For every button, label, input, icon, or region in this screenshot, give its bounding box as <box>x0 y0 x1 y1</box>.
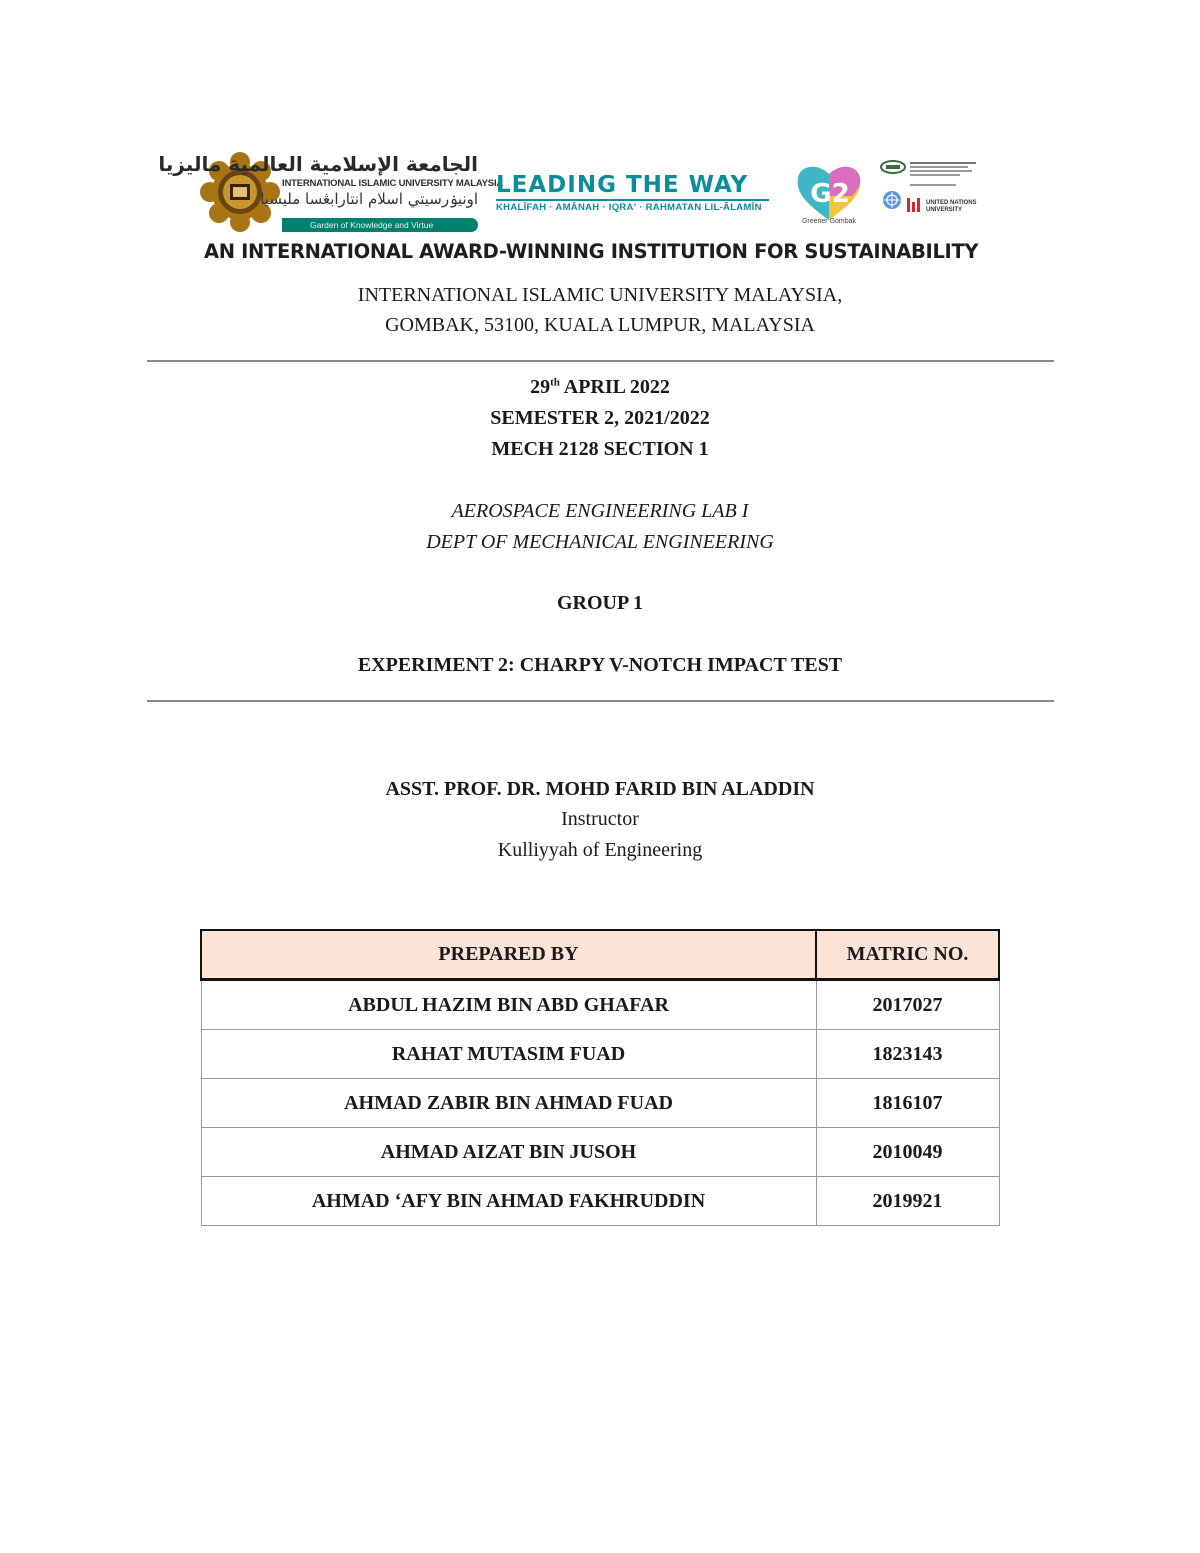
table-row <box>201 1177 999 1226</box>
un-globe-icon <box>882 190 902 210</box>
experiment-title: EXPERIMENT 2: CHARPY V-NOTCH IMPACT TEST <box>357 654 843 676</box>
lab-title: AEROSPACE ENGINEERING LAB I <box>451 500 749 522</box>
table-row <box>201 1079 999 1128</box>
bottom-divider <box>147 700 1054 702</box>
svg-text:G2: G2 <box>810 179 850 209</box>
leading-the-way-subtitle: KHALĪFAH · AMĀNAH · IQRA' · RAHMATAN LIL-ĀLAMĪN <box>496 202 762 213</box>
member-matric: 2010049 <box>816 1128 999 1177</box>
table-row <box>201 1030 999 1079</box>
united-nations-university-label: UNITED NATIONS UNIVERSITY <box>926 200 977 213</box>
university-address: GOMBAK, 53100, KUALA LUMPUR, MALAYSIA <box>385 314 815 336</box>
arabic-university-name: الجامعة الإسلامية العالمية ماليزيا <box>158 152 478 176</box>
unu-logo-icon <box>906 196 924 214</box>
iium-english-name: INTERNATIONAL ISLAMIC UNIVERSITY MALAYSIA <box>282 178 504 189</box>
table-row <box>201 1128 999 1177</box>
partner-emblem-icon <box>880 160 906 174</box>
table-row <box>201 980 999 1030</box>
malay-jawi-name: اونيۏرسيتي اسلام انتارابڠسا مليسيا <box>260 190 478 208</box>
member-name: RAHAT MUTASIM FUAD <box>201 1030 816 1079</box>
top-divider <box>147 360 1054 362</box>
university-name: INTERNATIONAL ISLAMIC UNIVERSITY MALAYSIA, <box>357 284 843 306</box>
partner-divider <box>910 184 956 186</box>
member-matric: 2019921 <box>816 1177 999 1226</box>
greener-gombak-label: Greener Gombak <box>801 218 857 225</box>
semester-label: SEMESTER 2, 2021/2022 <box>490 407 710 429</box>
member-name: AHMAD AIZAT BIN JUSOH <box>201 1128 816 1177</box>
member-name: ABDUL HAZIM BIN ABD GHAFAR <box>201 980 816 1030</box>
member-matric: 1823143 <box>816 1030 999 1079</box>
instructor-faculty: Kulliyyah of Engineering <box>497 839 703 861</box>
report-date <box>0 376 1200 399</box>
member-name: AHMAD ‘AFY BIN AHMAD FAKHRUDDIN <box>201 1177 816 1226</box>
date-month-year: APRIL 2022 <box>559 376 670 398</box>
department-name: DEPT OF MECHANICAL ENGINEERING <box>426 531 774 553</box>
member-name: AHMAD ZABIR BIN AHMAD FUAD <box>201 1079 816 1128</box>
date-day: 29 <box>530 376 551 398</box>
garden-motto: Garden of Knowledge and Virtue <box>282 218 478 232</box>
partner-logos <box>880 160 990 222</box>
instructor-name: ASST. PROF. DR. MOHD FARID BIN ALADDIN <box>385 778 815 800</box>
greener-gombak-logo-icon <box>794 162 864 224</box>
partner-text-block <box>910 161 980 176</box>
leading-the-way-title: LEADING THE WAY <box>496 172 749 198</box>
date-suffix: th <box>550 376 560 389</box>
header-banner <box>158 148 990 273</box>
table-header-row <box>201 930 999 980</box>
group-label: GROUP 1 <box>556 592 644 614</box>
leading-divider <box>496 199 769 201</box>
header-matric-no: MATRIC NO. <box>816 930 999 980</box>
member-matric: 2017027 <box>816 980 999 1030</box>
sustainability-tagline: AN INTERNATIONAL AWARD-WINNING INSTITUTION FOR SUSTAINABILITY <box>204 240 979 263</box>
header-prepared-by: PREPARED BY <box>201 930 816 980</box>
prepared-by-table <box>200 929 1000 1226</box>
instructor-role: Instructor <box>561 808 639 830</box>
member-matric: 1816107 <box>816 1079 999 1128</box>
course-section: MECH 2128 SECTION 1 <box>491 438 709 460</box>
